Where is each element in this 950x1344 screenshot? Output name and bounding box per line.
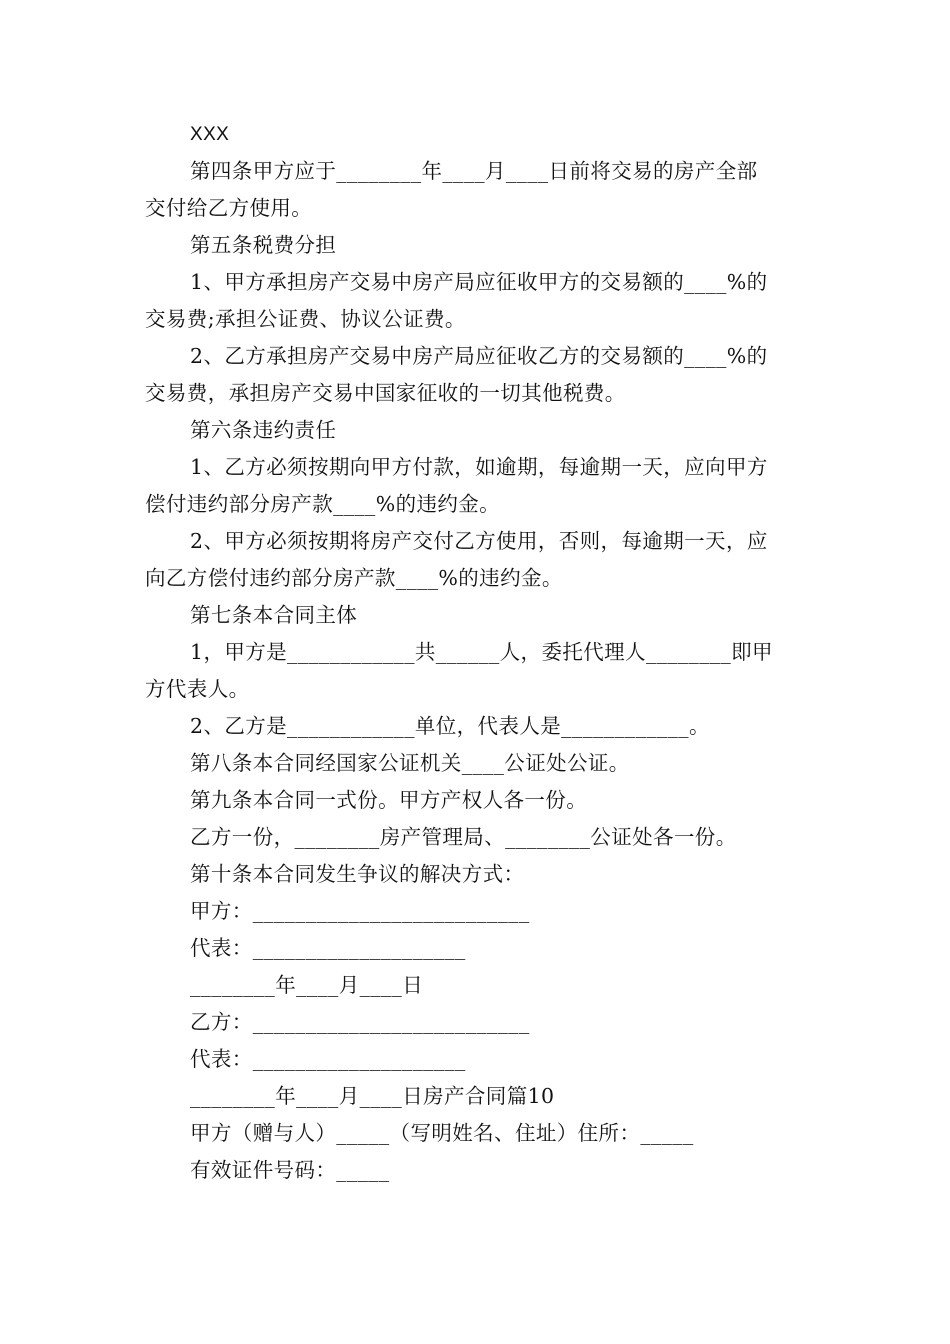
contract-text [145, 116, 810, 1189]
party-a-representative: 代表：____________________ [190, 936, 466, 960]
article-4-line-2: 交付给乙方使用。 [145, 196, 313, 220]
id-number-line: 有效证件号码：_____ [190, 1158, 390, 1182]
article-7-item-1-line-2: 方代表人。 [145, 677, 250, 701]
article-9-line-1: 第九条本合同一式份。甲方产权人各一份。 [190, 788, 588, 812]
article-5-title: 第五条税费分担 [190, 233, 337, 257]
party-a-date: ________年____月____日 [190, 973, 424, 997]
article-10-title: 第十条本合同发生争议的解决方式： [190, 862, 525, 886]
article-6-item-1-line-2: 偿付违约部分房产款____%的违约金。 [145, 492, 501, 516]
article-7-item-1-line-1: 1，甲方是____________共______人，委托代理人________即甲 [190, 640, 773, 664]
party-b-representative: 代表：____________________ [190, 1047, 466, 1071]
party-b-signature: 乙方：__________________________ [190, 1010, 530, 1034]
heading-xxx: XXX [190, 124, 230, 145]
article-5-item-1-line-2: 交易费;承担公证费、协议公证费。 [145, 307, 466, 331]
article-4-line-1: 第四条甲方应于________年____月____日前将交易的房产全部 [190, 159, 758, 183]
article-6-title: 第六条违约责任 [190, 418, 337, 442]
article-6-item-2-line-1: 2、甲方必须按期将房产交付乙方使用，否则，每逾期一天，应 [190, 529, 768, 553]
party-b-date-and-next-title: ________年____月____日房产合同篇10 [190, 1084, 555, 1108]
article-5-item-2-line-1: 2、乙方承担房产交易中房产局应征收乙方的交易额的____%的 [190, 344, 768, 368]
party-a-signature: 甲方：__________________________ [190, 899, 530, 923]
article-9-line-2: 乙方一份，________房产管理局、________公证处各一份。 [190, 825, 737, 849]
article-6-item-2-line-2: 向乙方偿付违约部分房产款____%的违约金。 [145, 566, 563, 590]
donor-party-line: 甲方（赠与人）_____（写明姓名、住址）住所：_____ [190, 1121, 694, 1145]
article-7-title: 第七条本合同主体 [190, 603, 358, 627]
article-5-item-1-line-1: 1、甲方承担房产交易中房产局应征收甲方的交易额的____%的 [190, 270, 768, 294]
article-6-item-1-line-1: 1、乙方必须按期向甲方付款，如逾期，每逾期一天，应向甲方 [190, 455, 768, 479]
article-7-item-2: 2、乙方是____________单位，代表人是____________。 [190, 714, 710, 738]
article-5-item-2-line-2: 交易费，承担房产交易中国家征收的一切其他税费。 [145, 381, 626, 405]
article-8: 第八条本合同经国家公证机关____公证处公证。 [190, 751, 630, 775]
